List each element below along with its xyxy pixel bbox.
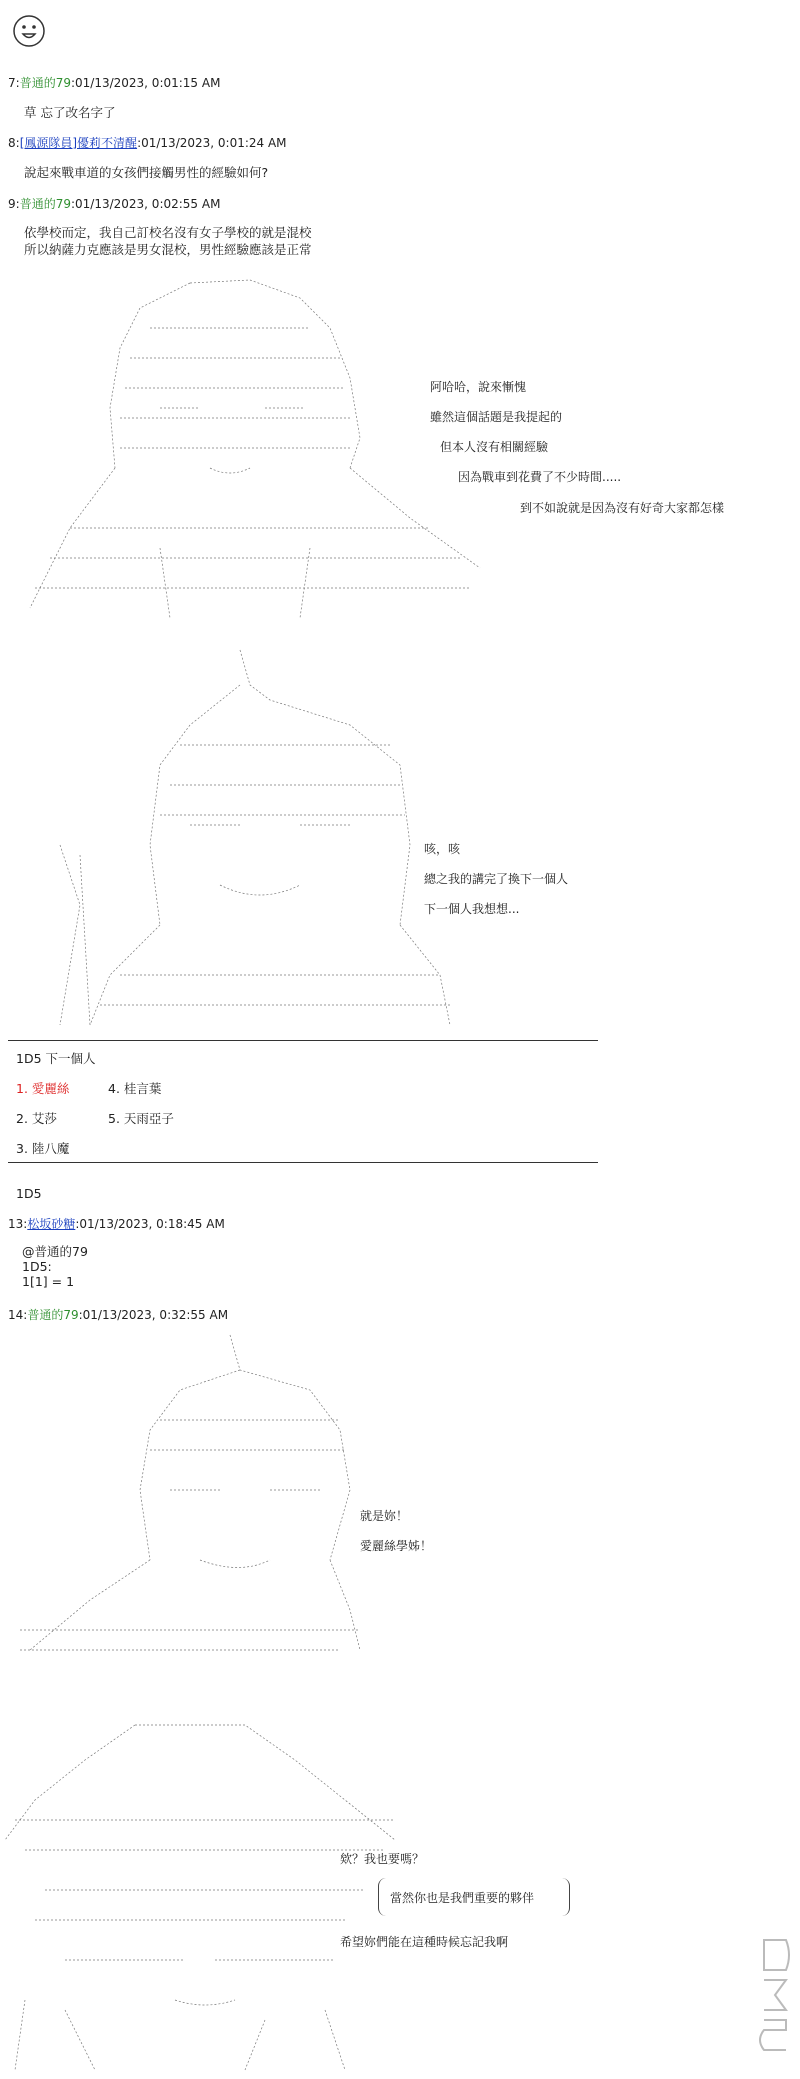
dialogue-line: 雖然這個話題是我提起的 — [430, 410, 563, 424]
post-body: 說起來戰車道的女孩們接觸男性的經驗如何? — [24, 165, 269, 180]
poster-name[interactable]: 普通的79 — [19, 197, 71, 211]
dialogue-line: 總之我的講完了換下一個人 — [424, 872, 569, 886]
dice-title: 1D5 下一個人 — [16, 1051, 96, 1066]
dialogue-line: 希望妳們能在這種時候忘記我啊 — [340, 1935, 509, 1949]
post-header: 7:普通的79:01/13/2023, 0:01:15 AM — [8, 76, 221, 90]
dialogue-line: 咳，咳 — [424, 842, 461, 856]
dice-roll: 1D5 — [16, 1186, 42, 1201]
ascii-art-character-1 — [10, 268, 490, 628]
dice-option: 5. 天雨亞子 — [108, 1111, 174, 1126]
dialogue-line: 阿哈哈，說來慚愧 — [430, 380, 527, 394]
poster-name[interactable]: [鳳源隊員]優莉不清醒 — [19, 136, 138, 150]
dialogue-line: 當然你也是我們重要的夥伴 — [390, 1891, 535, 1905]
dice-option: 2. 艾莎 — [16, 1111, 57, 1126]
dice-option: 1. 愛麗絲 — [16, 1081, 70, 1096]
dialogue-line: 但本人沒有相關經驗 — [440, 440, 549, 454]
ascii-art-character-2 — [20, 645, 470, 1030]
divider — [8, 1040, 598, 1041]
post-header: 8:[鳳源隊員]優莉不清醒:01/13/2023, 0:01:24 AM — [8, 136, 287, 150]
post-body: 草 忘了改名字了 — [24, 105, 116, 120]
ascii-art-character-3 — [10, 1330, 370, 1675]
post-header: 14:普通的79:01/13/2023, 0:32:55 AM — [8, 1308, 229, 1322]
ascii-art-character-4 — [5, 1720, 405, 2075]
post-body: @普通的79 1D5: 1[1] = 1 — [22, 1244, 88, 1289]
poster-name[interactable]: 松坂砂糖 — [27, 1217, 76, 1231]
smiley-icon — [12, 14, 46, 48]
poster-name[interactable]: 普通的79 — [19, 76, 71, 90]
poster-name[interactable]: 普通的79 — [27, 1308, 79, 1322]
post-header: 13:松坂砂糖:01/13/2023, 0:18:45 AM — [8, 1217, 225, 1231]
post-header: 9:普通的79:01/13/2023, 0:02:55 AM — [8, 197, 221, 211]
post-body: 依學校而定，我自己訂校名沒有女子學校的就是混校 所以納薩力克應該是男女混校，男性經驗應該是正常 — [24, 225, 312, 257]
site-watermark-logo — [756, 1930, 796, 2070]
dialogue-line: 到不如說就是因為沒有好奇大家都怎樣 — [520, 501, 725, 515]
dice-option: 3. 陸八魔 — [16, 1141, 70, 1156]
dialogue-line: 愛麗絲學姊！ — [360, 1539, 433, 1553]
dice-option: 4. 桂言葉 — [108, 1081, 162, 1096]
dialogue-line: 下一個人我想想... — [424, 902, 520, 916]
dialogue-line: 就是妳！ — [360, 1509, 409, 1523]
divider — [8, 1162, 598, 1163]
dialogue-line: 因為戰車到花費了不少時間..... — [458, 470, 622, 484]
dialogue-line: 欸？我也要嗎？ — [340, 1852, 425, 1866]
